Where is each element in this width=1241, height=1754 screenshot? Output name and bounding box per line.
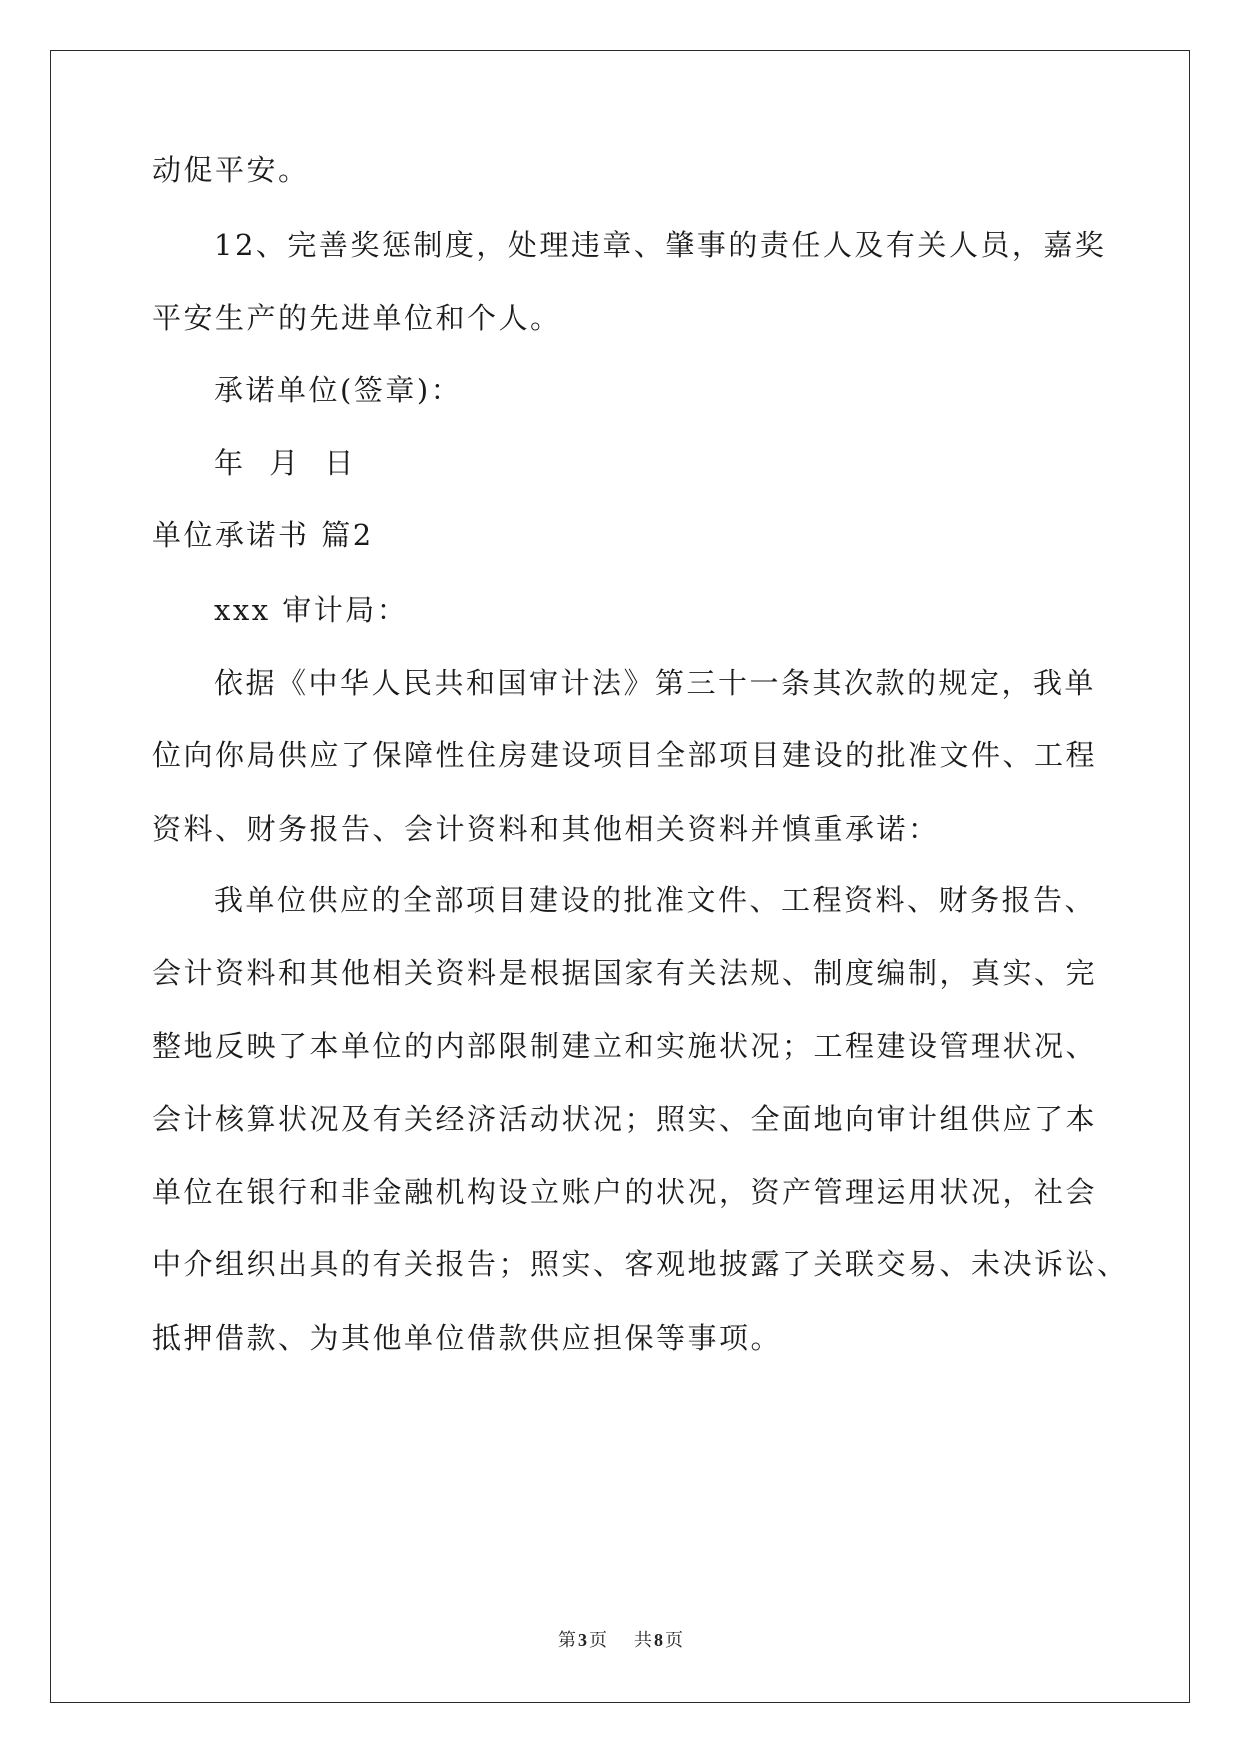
paragraph-line: 12、完善奖惩制度，处理违章、肇事的责任人及有关人员，嘉奖 bbox=[214, 228, 1107, 262]
paragraph-line: 整地反映了本单位的内部限制建立和实施状况；工程建设管理状况、 bbox=[152, 1029, 1098, 1063]
date-line: 年 月 日 bbox=[214, 446, 356, 480]
paragraph-line: 抵押借款、为其他单位借款供应担保等事项。 bbox=[152, 1321, 783, 1355]
section-heading: 单位承诺书 篇2 bbox=[152, 518, 374, 552]
page-footer bbox=[0, 1626, 1241, 1652]
paragraph-line: 动促平安。 bbox=[152, 153, 310, 187]
paragraph-line: 位向你局供应了保障性住房建设项目全部项目建设的批准文件、工程 bbox=[152, 738, 1098, 772]
addressee: xxx 审计局： bbox=[214, 593, 409, 627]
paragraph-line: 资料、财务报告、会计资料和其他相关资料并慎重承诺： bbox=[152, 812, 940, 846]
total-prefix: 共 bbox=[633, 1630, 652, 1651]
paragraph-line: 会计资料和其他相关资料是根据国家有关法规、制度编制，真实、完 bbox=[152, 956, 1098, 990]
paragraph-line: 我单位供应的全部项目建设的批准文件、工程资料、财务报告、 bbox=[214, 883, 1097, 917]
paragraph-line: 依据《中华人民共和国审计法》第三十一条其次款的规定，我单 bbox=[214, 666, 1097, 700]
paragraph-line: 平安生产的先进单位和个人。 bbox=[152, 301, 562, 335]
page-suffix: 页 bbox=[589, 1630, 608, 1651]
paragraph-line: 中介组织出具的有关报告；照实、客观地披露了关联交易、未决诉讼、 bbox=[152, 1247, 1129, 1281]
paragraph-line: 单位在银行和非金融机构设立账户的状况，资产管理运用状况，社会 bbox=[152, 1175, 1098, 1209]
signature-label: 承诺单位(签章)： bbox=[214, 373, 463, 407]
total-suffix: 页 bbox=[664, 1630, 683, 1651]
page-current: 3 bbox=[578, 1630, 588, 1650]
paragraph-line: 会计核算状况及有关经济活动状况；照实、全面地向审计组供应了本 bbox=[152, 1102, 1098, 1136]
page-prefix: 第 bbox=[558, 1630, 577, 1651]
page-total: 8 bbox=[653, 1630, 663, 1650]
